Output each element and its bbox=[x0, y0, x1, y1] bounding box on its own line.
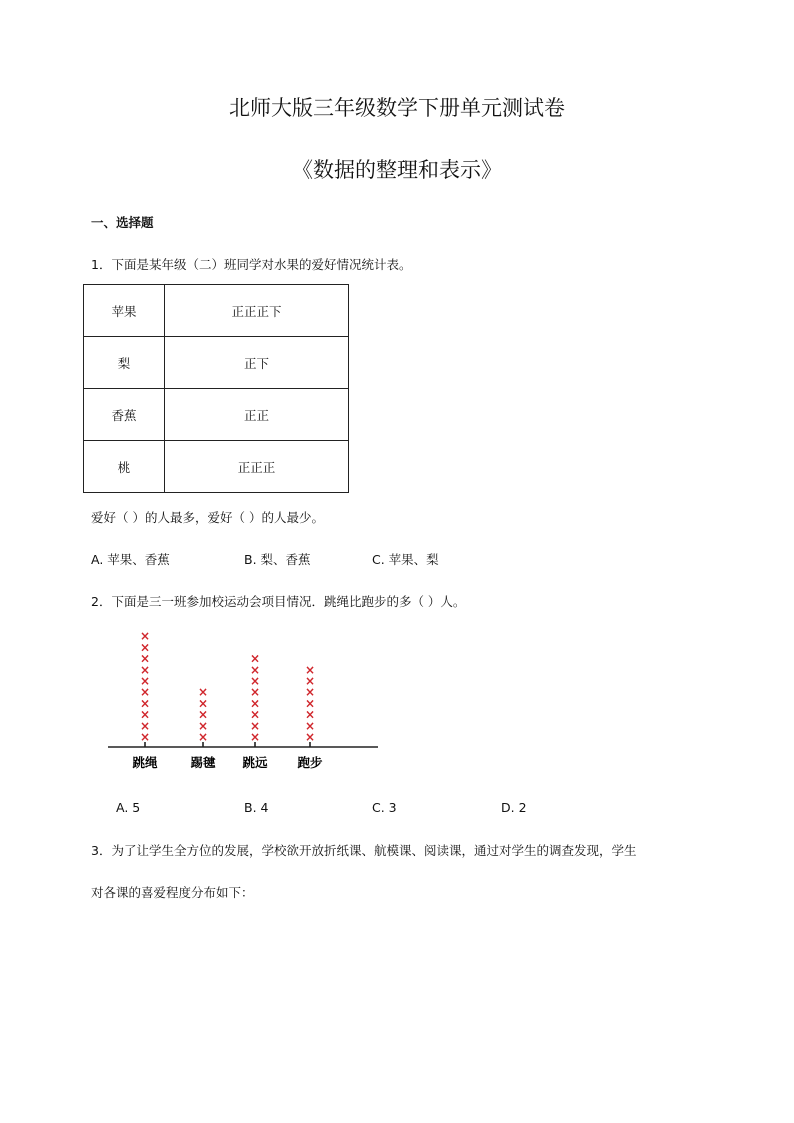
pictograph-mark: × bbox=[304, 662, 316, 677]
tally-cell: 正下 bbox=[165, 337, 349, 389]
question-1-blanks: 爱好（ ）的人最多，爱好（ ）的人最少。 bbox=[91, 510, 324, 525]
pictograph-mark: × bbox=[139, 640, 151, 655]
tally-cell: 正正 bbox=[165, 389, 349, 441]
pictograph-mark: × bbox=[197, 730, 209, 744]
table-row bbox=[84, 285, 349, 337]
pictograph-mark: × bbox=[197, 696, 209, 711]
pictograph-mark: × bbox=[249, 718, 261, 733]
pictograph-mark: × bbox=[139, 718, 151, 733]
pictograph-mark: × bbox=[249, 730, 261, 744]
page-title: 北师大版三年级数学下册单元测试卷 bbox=[229, 96, 565, 120]
pictograph-mark: × bbox=[139, 662, 151, 677]
pictograph-mark: × bbox=[139, 651, 151, 666]
fruit-cell: 梨 bbox=[84, 337, 165, 389]
question-2-text: 2．下面是三一班参加校运动会项目情况．跳绳比跑步的多（ ）人。 bbox=[91, 594, 466, 609]
pictograph-mark: × bbox=[249, 696, 261, 711]
pictograph-mark: × bbox=[304, 674, 316, 688]
fruit-cell: 香蕉 bbox=[84, 389, 165, 441]
category-label: 跳绳 bbox=[132, 755, 158, 770]
q1-option-c[interactable]: C. 苹果、梨 bbox=[372, 552, 439, 567]
pictograph-mark: × bbox=[139, 730, 151, 744]
fruit-cell: 苹果 bbox=[84, 285, 165, 337]
table-row bbox=[84, 441, 349, 493]
pictograph-mark: × bbox=[249, 707, 261, 722]
q2-option-d[interactable]: D. 2 bbox=[501, 800, 527, 815]
pictograph-mark: × bbox=[197, 718, 209, 733]
page-subtitle: 《数据的整理和表示》 bbox=[292, 158, 502, 182]
q1-option-a[interactable]: A. 苹果、香蕉 bbox=[91, 552, 170, 567]
pictograph-mark: × bbox=[304, 718, 316, 733]
q2-option-c[interactable]: C. 3 bbox=[372, 800, 397, 815]
pictograph-mark: × bbox=[139, 707, 151, 722]
question-1-text: 1．下面是某年级（二）班同学对水果的爱好情况统计表。 bbox=[91, 257, 412, 272]
tally-cell: 正正正 bbox=[165, 441, 349, 493]
pictograph-mark: × bbox=[304, 696, 316, 711]
q1-option-b[interactable]: B. 梨、香蕉 bbox=[244, 552, 311, 567]
q2-option-a[interactable]: A. 5 bbox=[116, 800, 141, 815]
fruit-cell: 桃 bbox=[84, 441, 165, 493]
pictograph-mark: × bbox=[249, 662, 261, 677]
tally-cell: 正正正下 bbox=[165, 285, 349, 337]
section-heading: 一、选择题 bbox=[91, 215, 154, 230]
table-row bbox=[84, 337, 349, 389]
pictograph-mark: × bbox=[249, 651, 261, 666]
question-3-line-1: 3．为了让学生全方位的发展，学校欲开放折纸课、航模课、阅读课，通过对学生的调查发现，学生 bbox=[91, 843, 637, 858]
pictograph-mark: × bbox=[197, 707, 209, 722]
pictograph-mark: × bbox=[139, 629, 151, 644]
category-label: 跑步 bbox=[297, 755, 323, 770]
sports-pictograph bbox=[100, 620, 385, 775]
table-row bbox=[84, 389, 349, 441]
pictograph-mark: × bbox=[249, 674, 261, 688]
pictograph-mark: × bbox=[139, 674, 151, 688]
pictograph-mark: × bbox=[304, 685, 316, 700]
category-label: 跳远 bbox=[242, 755, 268, 770]
pictograph-mark: × bbox=[139, 696, 151, 711]
pictograph-mark: × bbox=[304, 730, 316, 744]
pictograph-mark: × bbox=[249, 685, 261, 700]
pictograph-mark: × bbox=[304, 707, 316, 722]
pictograph-mark: × bbox=[139, 685, 151, 700]
fruit-tally-table bbox=[83, 284, 349, 493]
pictograph-mark: × bbox=[197, 685, 209, 700]
question-3-line-2: 对各课的喜爱程度分布如下： bbox=[91, 885, 254, 900]
q2-option-b[interactable]: B. 4 bbox=[244, 800, 269, 815]
category-label: 踢毽 bbox=[190, 755, 216, 770]
